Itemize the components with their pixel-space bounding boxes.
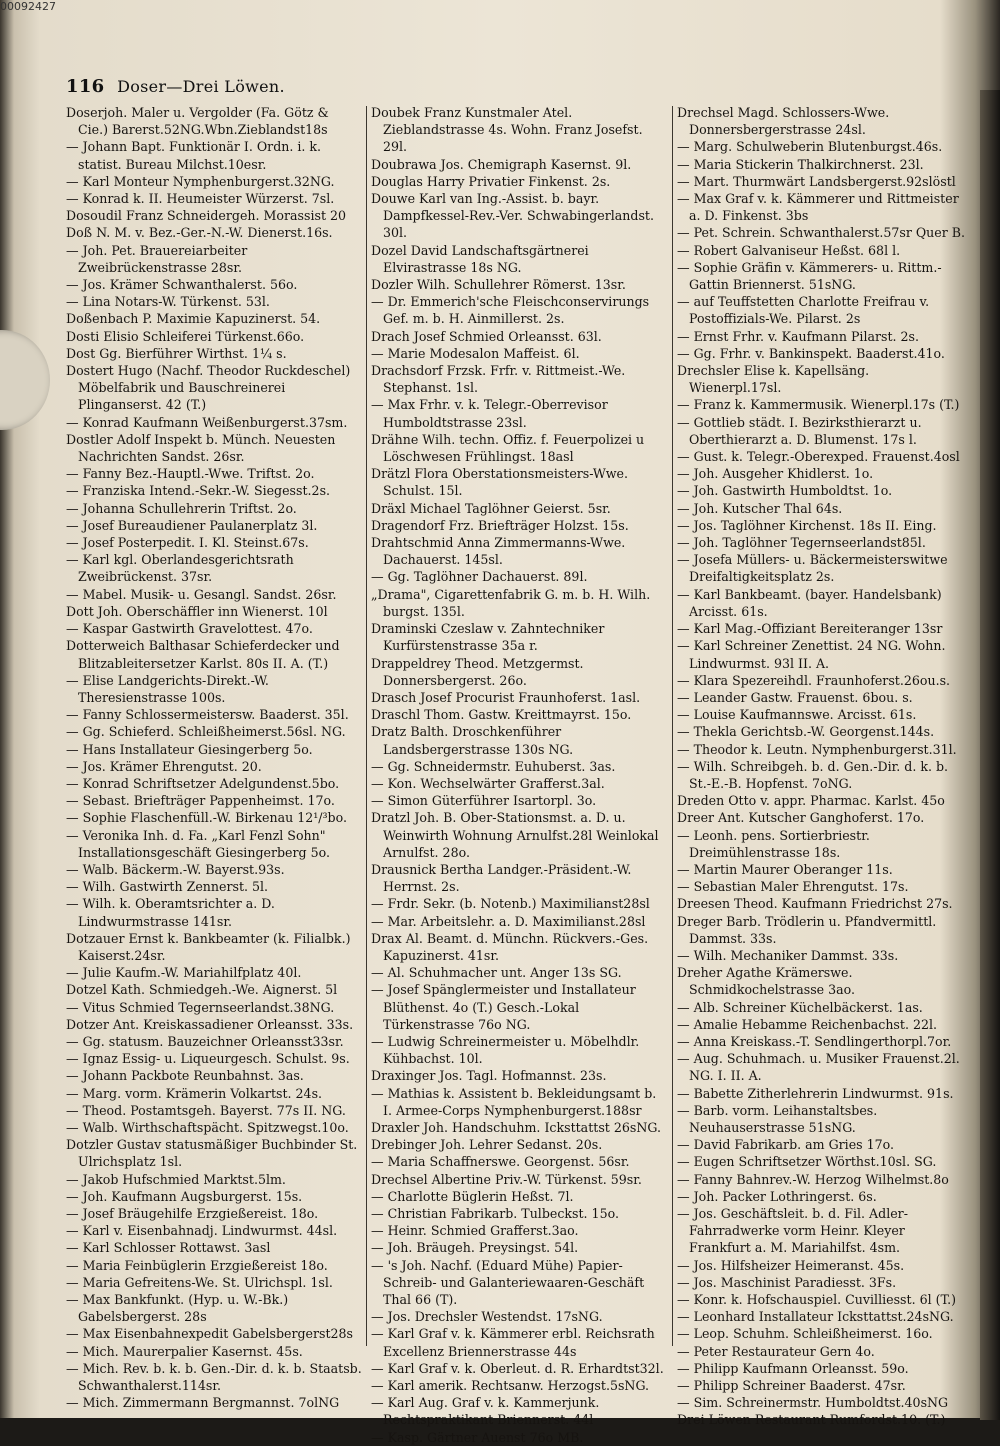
directory-entry: — Jakob Hufschmied Marktst.5lm. (66, 1171, 286, 1187)
directory-entry: Dosti Elisio Schleiferei Türkenst.66o. (66, 328, 305, 344)
directory-entry: — Konrad Schriftsetzer Adelgundenst.5bo. (66, 775, 340, 791)
directory-entry: Drax Al. Beamt. d. Münchn. Rückvers.-Ges. Kapuzinerst. 41sr. (371, 930, 649, 963)
directory-entry: — Mar. Arbeitslehr. a. D. Maximilianst.28sl (371, 913, 646, 929)
directory-entry: — Louise Kaufmannswe. Arcisst. 61s. (677, 707, 917, 723)
directory-entry: — Joh. Gastwirth Humboldtst. 1o. (677, 483, 893, 499)
directory-entry: — Leonhard Installateur Icksttattst.24sNG. (677, 1309, 954, 1325)
directory-entry: — Vitus Schmied Tegernseerlandst.38NG. (66, 999, 335, 1015)
directory-entry: Dotzel Kath. Schmiedgeh.-We. Aignerst. 5l (66, 982, 338, 998)
directory-entry: — Klara Spezereihdl. Fraunhoferst.26ou.s. (677, 672, 951, 688)
directory-entry: — Babette Zitherlehrerin Lindwurmst. 91s. (677, 1085, 954, 1101)
directory-entry: — Kasp. Gärtner Auenst 76o MB. (371, 1429, 584, 1445)
directory-entry: — Max Bankfunkt. (Hyp. u. W.-Bk.) Gabelsbergerst. 28s (66, 1292, 289, 1325)
directory-entry: — Max Eisenbahnexpedit Gabelsbergerst28s (66, 1326, 354, 1342)
directory-entry: Drach Josef Schmied Orleansst. 63l. (371, 328, 602, 344)
directory-entry: Drätzl Flora Oberstationsmeisters-Wwe. Schulst. 15l. (371, 466, 628, 499)
directory-entry: — Sebastian Maler Ehrengutst. 17s. (677, 879, 909, 895)
directory-entry: — auf Teuffstetten Charlotte Freifrau v. Postoffizials-We. Pilarst. 2s (677, 294, 930, 327)
directory-entry: — Kon. Wechselwärter Grafferst.3al. (371, 775, 605, 791)
directory-entry: — Johanna Schullehrerin Triftst. 2o. (66, 500, 297, 516)
directory-entry: — Ernst Frhr. v. Kaufmann Pilarst. 2s. (677, 328, 920, 344)
directory-entry: — Veronika Inh. d. Fa. „Karl Fenzl Sohn" Installationsgeschäft Giesingerberg 5o. (66, 827, 330, 860)
directory-entry: — Theodor k. Leutn. Nymphenburgerst.31l. (677, 741, 957, 757)
directory-entry: — Thekla Gerichtsb.-W. Georgenst.144s. (677, 724, 935, 740)
directory-entry: — Alb. Schreiner Küchelbäckerst. 1as. (677, 999, 923, 1015)
directory-entry: — Franz k. Kammermusik. Wienerpl.17s (T.) (677, 397, 960, 413)
directory-entry: — Marg. Schulweberin Blutenburgst.46s. (677, 139, 943, 155)
directory-entry: Drappeldrey Theod. Metzgermst. Donnersbergerst. 26o. (371, 655, 584, 688)
directory-entry: Dost Gg. Bierführer Wirthst. 1¼ s. (66, 345, 287, 361)
directory-entry: Drausnick Bertha Landger.-Präsident.-W. Herrnst. 2s. (371, 861, 632, 895)
directory-entry: — Marie Modesalon Maffeist. 6l. (371, 345, 580, 361)
directory-entry: — Theod. Postamtsgeh. Bayerst. 77s II. NG. (66, 1102, 346, 1118)
directory-entry: — Mich. Rev. b. k. b. Gen.-Dir. d. k. b. Staatsb. Schwanthalerst.114sr. (66, 1360, 362, 1394)
directory-entry: Drachsdorf Frzsk. Frfr. v. Rittmeist.-We. Stephanst. 1sl. (371, 363, 626, 396)
directory-entry: — Walb. Wirthschaftspächt. Spitzwegst.10o. (66, 1119, 349, 1135)
directory-entry: — Wilh. Mechaniker Dammst. 33s. (677, 947, 899, 963)
directory-entry: — Josef Posterpedit. I. Kl. Steinst.67s. (66, 535, 309, 551)
directory-entry: — Maria Gefreitens-We. St. Ulrichspl. 1sl. (66, 1274, 333, 1290)
directory-entry: — Joh. Ausgeher Khidlerst. 1o. (677, 466, 874, 482)
page-number: 116 (66, 76, 105, 97)
directory-entry: Dragendorf Frz. Briefträger Holzst. 15s. (371, 517, 629, 533)
directory-entry: Drähne Wilh. techn. Offiz. f. Feuerpolizei u Löschwesen Frühlingst. 18asl (371, 431, 645, 465)
directory-entry: Douglas Harry Privatier Finkenst. 2s. (371, 173, 611, 189)
directory-entry: — Gg. Schneidermstr. Euhuberst. 3as. (371, 758, 616, 774)
directory-entry: — David Fabrikarb. am Gries 17o. (677, 1137, 895, 1153)
directory-entry: — Ignaz Essig- u. Liqueurgesch. Schulst. 9s. (66, 1051, 350, 1067)
directory-entry: — Sim. Schreinermstr. Humboldtst.40sNG (677, 1395, 949, 1411)
directory-entry: Dott Joh. Oberschäffler inn Wienerst. 10l (66, 603, 328, 619)
column-2 (371, 104, 667, 1445)
directory-entry: — Gg. statusm. Bauzeichner Orleansst33sr. (66, 1033, 344, 1049)
directory-entry: — Lina Notars-W. Türkenst. 53l. (66, 294, 270, 310)
page-range: Doser—Drei Löwen. (117, 77, 285, 96)
directory-entry: — Jos. Drechsler Westendst. 17sNG. (371, 1309, 603, 1325)
directory-entry: — Marg. vorm. Krämerin Volkartst. 24s. (66, 1085, 323, 1101)
directory-entry: — Aug. Schuhmach. u. Musiker Frauenst.2l. NG. I. II. A. (677, 1051, 960, 1084)
directory-entry: — Wilh. k. Oberamtsrichter a. D. Lindwurmstrasse 141sr. (66, 896, 275, 929)
directory-entry: — Al. Schuhmacher unt. Anger 13s SG. (371, 965, 622, 981)
directory-entry: — Joh. Kaufmann Augsburgerst. 15s. (66, 1188, 303, 1204)
binding-hole (0, 330, 50, 430)
directory-entry: — Mathias k. Assistent b. Bekleidungsamt b. I. Armee-Corps Nymphenburgerst.188sr (371, 1085, 657, 1118)
directory-entry: — Josef Spänglermeister und Installateur Blüthenst. 4o (T.) Gesch.-Lokal Türkenstrasse 76o NG. (371, 982, 636, 1032)
directory-entry: — Sophie Flaschenfüll.-W. Birkenau 12¹/³bo. (66, 810, 347, 826)
directory-entry: — Kaspar Gastwirth Gravelottest. 47o. (66, 621, 313, 637)
directory-entry: — Leander Gastw. Frauenst. 6bou. s. (677, 689, 913, 705)
directory-entry: — Wilh. Schreibgeh. b. d. Gen.-Dir. d. k. b. St.-E.-B. Hopfenst. 7oNG. (677, 758, 949, 791)
directory-entry: — Peter Restaurateur Gern 4o. (677, 1343, 875, 1359)
directory-entry: Dozler Wilh. Schullehrer Römerst. 13sr. (371, 277, 626, 293)
directory-entry: — Gust. k. Telegr.-Oberexped. Frauenst.4osl (677, 449, 960, 465)
directory-entry: — Wilh. Gastwirth Zennerst. 5l. (66, 879, 269, 895)
directory-entry: — Joh. Pet. Brauereiarbeiter Zweibrückenstrasse 28sr. (66, 242, 248, 275)
directory-entry: — Johann Packbote Reunbahnst. 3as. (66, 1068, 304, 1084)
directory-entry: Draminski Czeslaw v. Zahntechniker Kurfürstenstrasse 35a r. (371, 621, 605, 654)
directory-entry: — Heinr. Schmied Grafferst.3ao. (371, 1223, 579, 1239)
directory-entry: — Karl Schreiner Zenettist. 24 NG. Wohn. Lindwurmst. 93l II. A. (677, 638, 946, 671)
scan-id: 00092427 (0, 0, 56, 13)
directory-entry: — Karl Mag.-Offiziant Bereiteranger 13sr (677, 621, 943, 637)
directory-entry: Drebinger Joh. Lehrer Sedanst. 20s. (371, 1137, 603, 1153)
directory-entry: Dreesen Theod. Kaufmann Friedrichst 27s. (677, 896, 953, 912)
directory-entry: — Karl Graf v. k. Oberleut. d. R. Erhardtst32l. (371, 1360, 664, 1376)
page-header (66, 76, 285, 97)
directory-entry: — Mart. Thurmwärt Landsbergerst.92slöstl (677, 173, 956, 189)
directory-entry: — Leonh. pens. Sortierbriestr. Dreimühlenstrasse 18s. (677, 827, 870, 860)
directory-entry: — Jos. Krämer Ehrengutst. 20. (66, 758, 262, 774)
directory-entry: Draxinger Jos. Tagl. Hofmannst. 23s. (371, 1068, 607, 1084)
directory-entry: — Karl Monteur Nymphenburgerst.32NG. (66, 173, 335, 189)
directory-entry: — Konrad Kaufmann Weißenburgerst.37sm. (66, 414, 348, 430)
directory-entry: — Julie Kaufm.-W. Mariahilfplatz 40l. (66, 965, 302, 981)
directory-entry: — Karl Schlosser Rottawst. 3asl (66, 1240, 271, 1256)
directory-entry: — Karl kgl. Oberlandesgerichtsrath Zweibrückenst. 37sr. (66, 552, 294, 585)
directory-entry: — Konrad k. II. Heumeister Würzerst. 7sl. (66, 191, 335, 207)
directory-entry: Doubrawa Jos. Chemigraph Kasernst. 9l. (371, 156, 632, 172)
directory-entry: — Sebast. Briefträger Pappenheimst. 17o. (66, 793, 335, 809)
directory-entry: — Karl Graf v. k. Kämmerer erbl. Reichsrath Excellenz Briennerstrasse 44s (371, 1326, 655, 1359)
directory-entry: Drei Löwen Restaurant Rumfordst.10. (T.) (677, 1412, 946, 1428)
directory-entry: — Gg. Schieferd. Schleißheimerst.56sl. NG. (66, 724, 346, 740)
directory-entry: — Philipp Kaufmann Orleansst. 59o. (677, 1360, 909, 1376)
directory-entry: — Barb. vorm. Leihanstaltsbes. Neuhauserstrasse 51sNG. (677, 1102, 878, 1135)
directory-entry: Dotzler Gustav statusmäßiger Buchbinder St. Ulrichsplatz 1sl. (66, 1137, 358, 1170)
directory-entry: — Christian Fabrikarb. Tulbeckst. 15o. (371, 1206, 619, 1221)
directory-entry: — Fanny Bez.-Hauptl.-Wwe. Triftst. 2o. (66, 466, 315, 482)
column-divider (366, 106, 367, 1346)
directory-entry: — Hans Installateur Giesingerberg 5o. (66, 741, 313, 757)
directory-entry: Drechsler Elise k. Kapellsäng. Wienerpl.17sl. (677, 363, 870, 396)
directory-entry: — Charlotte Büglerin Heßst. 7l. (371, 1188, 574, 1204)
directory-entry: — Gottlieb städt. I. Bezirksthierarzt u. Oberthierarzt a. D. Blumenst. 17s l. (677, 414, 922, 447)
directory-entry: — Jos. Hilfsheizer Heimeranst. 45s. (677, 1257, 905, 1273)
directory-entry: Dratz Balth. Droschkenführer Landsbergerstrasse 130s NG. (371, 724, 574, 757)
directory-entry: — Ludwig Schreinermeister u. Möbelhdlr. Kühbachst. 10l. (371, 1033, 640, 1067)
directory-entry: — Jos. Geschäftsleit. b. d. Fil. Adler-Fahrradwerke vorm Heinr. Kleyer Frankfurt a. M. Mariahilfst. 4sm. (677, 1206, 908, 1256)
directory-entry: — Sophie Gräfin v. Kämmerers- u. Rittm.-Gattin Briennerst. 51sNG. (677, 259, 942, 293)
directory-entry: — Josef Bräugehilfe Erzgießereist. 18o. (66, 1206, 319, 1221)
directory-entry: Dreher Agathe Krämerswe. Schmidkochelstrasse 3ao. (677, 965, 856, 998)
directory-entry: Douwe Karl van Ing.-Assist. b. bayr. Dampfkessel-Rev.-Ver. Schwabingerlandst. 30l. (371, 191, 654, 241)
directory-entry: — Anna Kreiskass.-T. Sendlingerthorpl.7or. (677, 1033, 952, 1049)
directory-entry: — Franziska Intend.-Sekr.-W. Siegesst.2s. (66, 483, 331, 499)
directory-entry: — Johann Bapt. Funktionär I. Ordn. i. k. statist. Bureau Milchst.10esr. (66, 139, 322, 172)
directory-entry: — Elise Landgerichts-Direkt.-W. Theresienstrasse 100s. (66, 672, 269, 705)
directory-entry: — Mabel. Musik- u. Gesangl. Sandst. 26sr. (66, 586, 337, 602)
directory-entry: — Maria Schaffnerswe. Georgenst. 56sr. (371, 1154, 630, 1170)
directory-entry: — Max Frhr. v. k. Telegr.-Oberrevisor Humboldtstrasse 23sl. (371, 397, 608, 430)
directory-entry: — Robert Galvaniseur Heßst. 68l l. (677, 242, 901, 258)
directory-entry: — Joh. Kutscher Thal 64s. (677, 500, 843, 516)
directory-entry: — Fanny Bahnrev.-W. Herzog Wilhelmst.8o (677, 1171, 949, 1187)
directory-entry: Dräxl Michael Taglöhner Geierst. 5sr. (371, 500, 611, 516)
directory-entry: — Mich. Maurerpalier Kasernst. 45s. (66, 1343, 303, 1359)
directory-entry: — Leop. Schuhm. Schleißheimerst. 16o. (677, 1326, 933, 1342)
directory-entry: — Maria Feinbüglerin Erzgießereist 18o. (66, 1257, 328, 1273)
directory-entry: — Karl Aug. Graf v. k. Kammerjunk. Rechtspraktikant Briennerst. 44l (371, 1395, 600, 1428)
column-3 (677, 104, 966, 1428)
directory-entry: Doserjoh. Maler u. Vergolder (Fa. Götz & Cie.) Barerst.52NG.Wbn.Zieblandst18s (66, 105, 329, 138)
directory-entry: — Jos. Taglöhner Kirchenst. 18s II. Eing. (677, 517, 937, 533)
directory-entry: — Gg. Taglöhner Dachauerst. 89l. (371, 569, 588, 585)
directory-entry: — Amalie Hebamme Reichenbachst. 22l. (677, 1016, 938, 1032)
directory-entry: — Pet. Schrein. Schwanthalerst.57sr Quer B. (677, 225, 966, 241)
column-1 (66, 104, 362, 1411)
directory-entry: „Drama", Cigarettenfabrik G. m. b. H. Wilh. burgst. 135l. (371, 586, 651, 619)
directory-entry: — Gg. Frhr. v. Bankinspekt. Baaderst.41o. (677, 345, 945, 361)
directory-entry: — Mich. Zimmermann Bergmannst. 7olNG (66, 1395, 340, 1411)
directory-entry: — Josef Bureaudiener Paulanerplatz 3l. (66, 517, 318, 533)
directory-entry: — Karl amerik. Rechtsanw. Herzogst.5sNG. (371, 1378, 650, 1394)
directory-entry: Drechsel Albertine Priv.-W. Türkenst. 59sr. (371, 1171, 642, 1187)
directory-entry: — Joh. Taglöhner Tegernseerlandst85l. (677, 535, 926, 551)
directory-entry: — Eugen Schriftsetzer Wörthst.10sl. SG. (677, 1154, 937, 1170)
directory-entry: — Maria Stickerin Thalkirchnerst. 23l. (677, 156, 924, 172)
directory-entry: Doßenbach P. Maximie Kapuzinerst. 54. (66, 311, 321, 327)
directory-entry: Doubek Franz Kunstmaler Atel. Zieblandstrasse 4s. Wohn. Franz Josefst. 29l. (371, 105, 643, 155)
directory-entry: — Walb. Bäckerm.-W. Bayerst.93s. (66, 861, 285, 877)
directory-entry: Dotzer Ant. Kreiskassadiener Orleansst. 33s. (66, 1016, 354, 1032)
directory-entry: — Max Graf v. k. Kämmerer und Rittmeister a. D. Finkenst. 3bs (677, 191, 959, 224)
directory-entry: Dreden Otto v. appr. Pharmac. Karlst. 45o (677, 793, 945, 809)
directory-entry: — Frdr. Sekr. (b. Notenb.) Maximilianst28sl (371, 896, 650, 912)
book-spine (980, 90, 1000, 1420)
directory-entry: Draxler Joh. Handschuhm. Icksttattst 26sNG. (371, 1119, 661, 1135)
directory-entry: Drechsel Magd. Schlossers-Wwe. Donnersbergerstrasse 24sl. (677, 105, 890, 138)
directory-entry: Dostert Hugo (Nachf. Theodor Ruckdeschel) Möbelfabrik und Bauschreinerei Plinganserst. 42 (T.) (66, 363, 351, 413)
directory-entry: — Karl v. Eisenbahnadj. Lindwurmst. 44sl. (66, 1223, 338, 1239)
directory-entry: Dotterweich Balthasar Schieferdecker und Blitzableitersetzer Karlst. 80s II. A. (T.) (66, 638, 340, 671)
directory-entry: — Philipp Schreiner Baaderst. 47sr. (677, 1378, 906, 1394)
directory-entry: — Joh. Bräugeh. Preysingst. 54l. (371, 1240, 579, 1256)
directory-entry: — Simon Güterführer Isartorpl. 3o. (371, 793, 597, 809)
directory-entry: — Josefa Müllers- u. Bäckermeisterswitwe Dreifaltigkeitsplatz 2s. (677, 552, 948, 585)
directory-entry: — Fanny Schlossermeistersw. Baaderst. 35l. (66, 707, 349, 723)
directory-entry: Dotzauer Ernst k. Bankbeamter (k. Filialbk.) Kaiserst.24sr. (66, 930, 351, 963)
directory-entry: — Jos. Maschinist Paradiesst. 3Fs. (677, 1274, 897, 1290)
directory-entry: Doß N. M. v. Bez.-Ger.-N.-W. Dienerst.16s. (66, 225, 333, 241)
directory-entry: Dratzl Joh. B. Ober-Stationsmst. a. D. u. Weinwirth Wohnung Arnulfst.28l Weinlokal Arnulfst. 28o. (371, 810, 659, 860)
directory-entry: — Karl Bankbeamt. (bayer. Handelsbank) Arcisst. 61s. (677, 586, 942, 619)
directory-entry: Drahtschmid Anna Zimmermanns-Wwe. Dachauerst. 145sl. (371, 535, 626, 568)
directory-entry: Dreger Barb. Trödlerin u. Pfandvermittl. Dammst. 33s. (677, 913, 937, 946)
directory-entry: Dreer Ant. Kutscher Ganghoferst. 17o. (677, 810, 925, 826)
directory-entry: — Konr. k. Hofschauspiel. Cuvilliesst. 6l (T.) (677, 1292, 956, 1308)
directory-entry: — Jos. Krämer Schwanthalerst. 56o. (66, 277, 298, 293)
directory-entry: Dostler Adolf Inspekt b. Münch. Neuesten Nachrichten Sandst. 26sr. (66, 431, 336, 465)
directory-entry: Drasch Josef Procurist Fraunhoferst. 1asl. (371, 689, 641, 705)
directory-entry: — Dr. Emmerich'sche Fleischconservirungs Gef. m. b. H. Ainmillerst. 2s. (371, 294, 650, 327)
directory-entry: Draschl Thom. Gastw. Kreittmayrst. 15o. (371, 707, 632, 723)
directory-entry: Dozel David Landschaftsgärtnerei Elvirastrasse 18s NG. (371, 242, 589, 275)
directory-entry: Dosoudil Franz Schneidergeh. Morassist 20 (66, 208, 347, 224)
directory-entry: — 's Joh. Nachf. (Eduard Mühe) Papier-Schreib- und Galanteriewaaren-Geschäft Thal 66 (T). (371, 1257, 645, 1308)
directory-entry: — Martin Maurer Oberanger 11s. (677, 861, 893, 877)
directory-entry: — Joh. Packer Lothringerst. 6s. (677, 1188, 877, 1204)
column-divider (672, 106, 673, 1346)
